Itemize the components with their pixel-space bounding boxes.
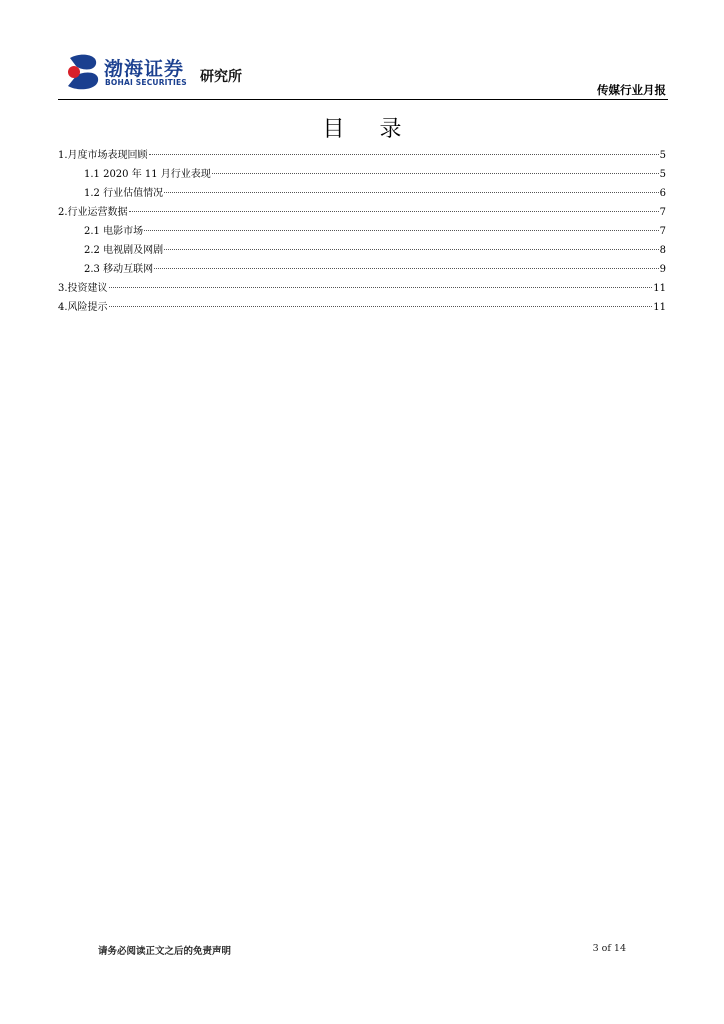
toc-entry-label: 1.月度市场表现回顾 — [58, 150, 148, 161]
toc-entry-page: 7 — [659, 226, 666, 237]
toc-entry-page: 5 — [659, 169, 666, 180]
toc-leader-dots — [149, 154, 659, 155]
toc-leader-dots — [144, 230, 659, 231]
toc-leader-dots — [109, 287, 653, 288]
page-indicator: 3 of 14 — [592, 943, 626, 954]
toc-entry[interactable] — [58, 222, 666, 241]
toc-entry-label: 2.2 电视剧及网剧 — [84, 245, 164, 256]
footer-disclaimer: 请务必阅读正文之后的免责声明 — [98, 946, 232, 957]
toc-entry-label: 2.1 电影市场 — [84, 226, 144, 237]
bohai-logo-icon — [66, 52, 102, 92]
toc-entry-page: 9 — [659, 264, 666, 275]
toc-entry-label: 2.3 移动互联网 — [84, 264, 154, 275]
toc-entry-label: 1.2 行业估值情况 — [84, 188, 164, 199]
toc-entry[interactable] — [58, 184, 666, 203]
toc-entry-page: 5 — [659, 150, 666, 161]
toc-leader-dots — [212, 173, 659, 174]
toc-entry-label: 1.1 2020 年 11 月行业表现 — [84, 169, 211, 180]
toc-entry-page: 11 — [653, 283, 666, 294]
toc-leader-dots — [109, 306, 653, 307]
toc-entry-page: 6 — [659, 188, 666, 199]
toc-title: 目 录 — [322, 117, 416, 142]
toc-entry[interactable] — [58, 241, 666, 260]
table-of-contents — [58, 146, 666, 317]
toc-entry-page: 7 — [659, 207, 666, 218]
toc-entry[interactable] — [58, 146, 666, 165]
toc-leader-dots — [154, 268, 659, 269]
header-divider — [58, 99, 668, 100]
toc-entry[interactable] — [58, 203, 666, 222]
toc-entry-page: 8 — [659, 245, 666, 256]
toc-entry-label: 4.风险提示 — [58, 302, 108, 313]
page-header — [0, 0, 724, 100]
logo-english-name: BOHAI SECURITIES — [105, 78, 187, 87]
toc-entry[interactable] — [58, 165, 666, 184]
toc-entry-label: 3.投资建议 — [58, 283, 108, 294]
toc-entry[interactable] — [58, 260, 666, 279]
toc-entry[interactable] — [58, 279, 666, 298]
toc-entry-page: 11 — [653, 302, 666, 313]
toc-entry[interactable] — [58, 298, 666, 317]
institute-label: 研究所 — [200, 69, 242, 85]
toc-entry-label: 2.行业运营数据 — [58, 207, 128, 218]
report-type: 传媒行业月报 — [597, 83, 666, 97]
logo-chinese-name: 渤海证券 — [104, 58, 185, 80]
toc-leader-dots — [164, 192, 659, 193]
toc-leader-dots — [129, 211, 659, 212]
toc-leader-dots — [164, 249, 659, 250]
